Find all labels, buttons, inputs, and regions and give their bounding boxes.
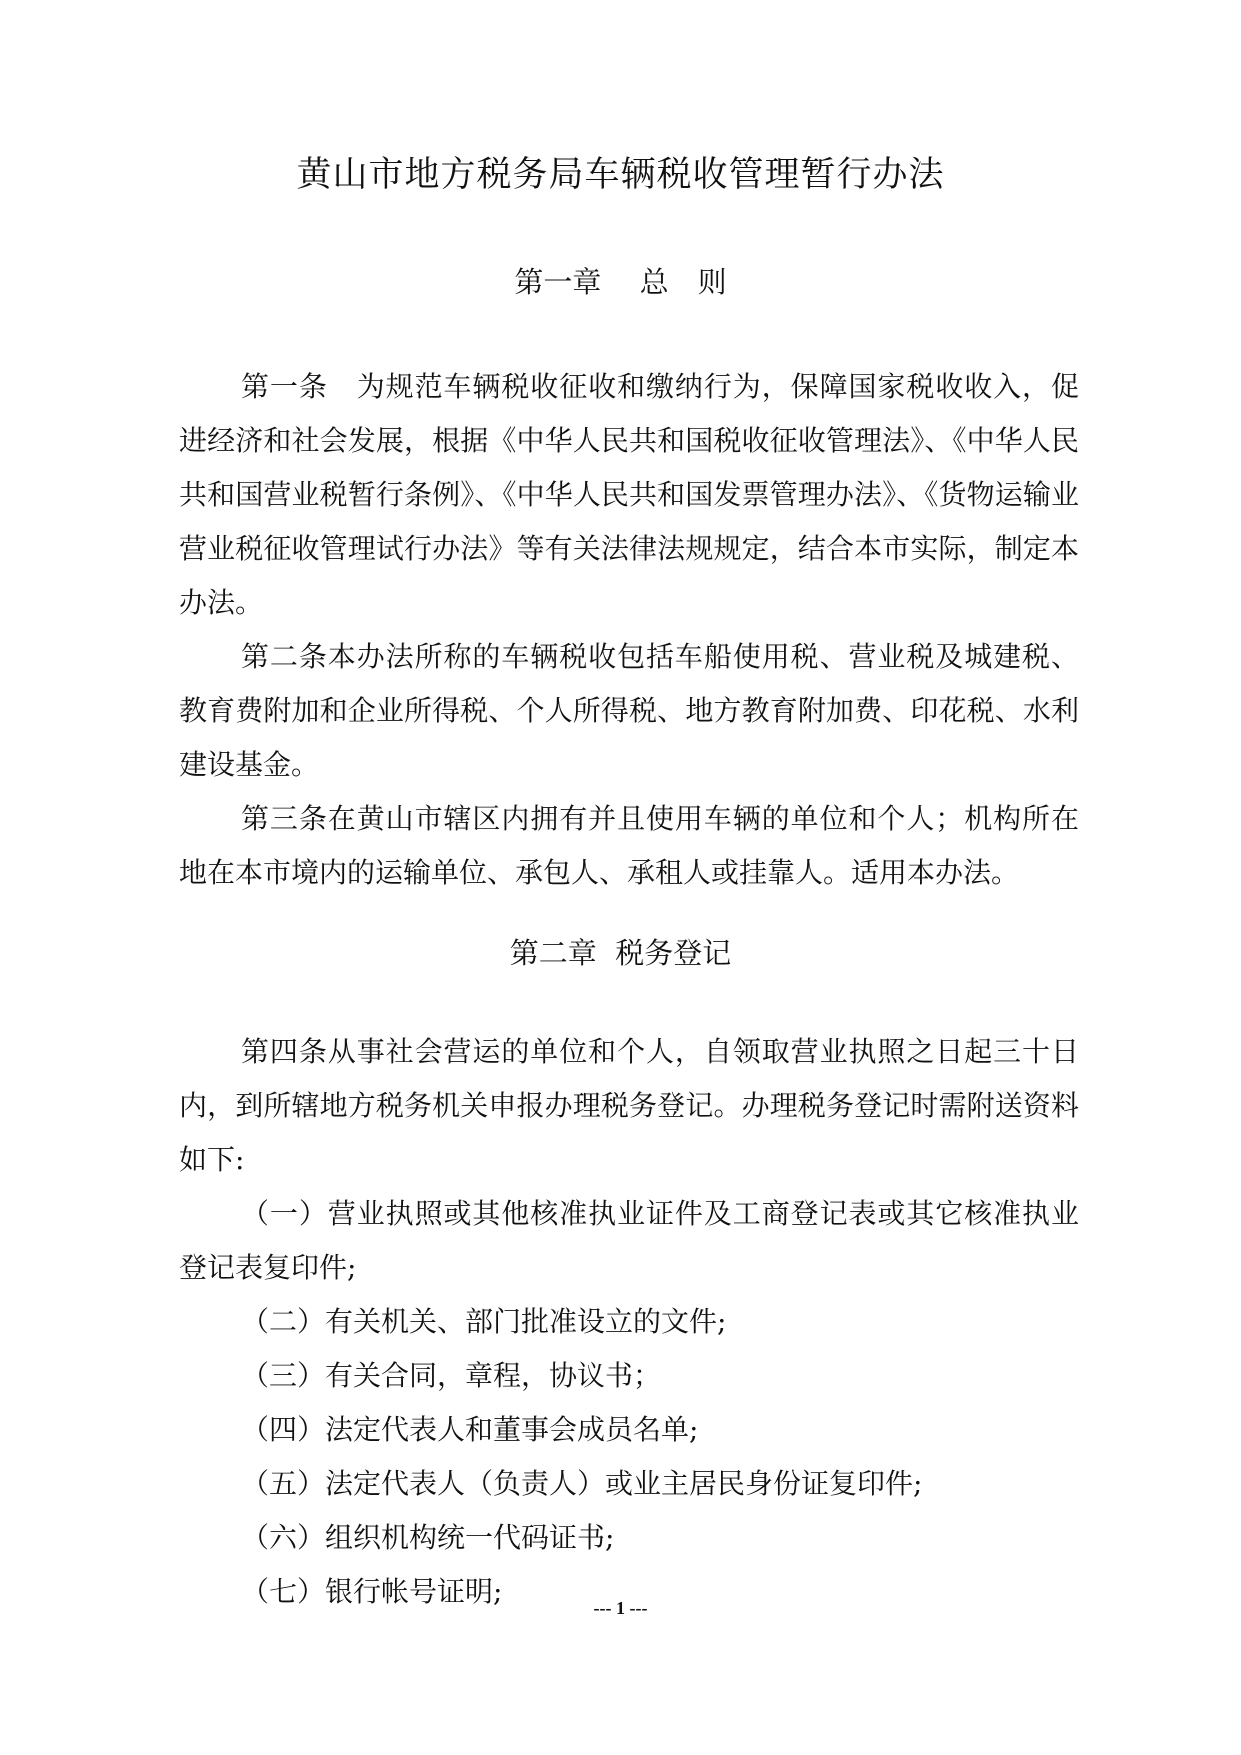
article-3: 第三条在黄山市辖区内拥有并且使用车辆的单位和个人；机构所在地在本市境内的运输单位、承包人、承租人或挂靠人。适用本办法。 [179, 802, 1079, 889]
list-item: （三）有关合同，章程，协议书； [241, 1359, 662, 1392]
list-item: （七）银行帐号证明; [241, 1575, 503, 1608]
list-item: （五）法定代表人（负责人）或业主居民身份证复印件; [241, 1467, 923, 1500]
chapter-1-body [179, 360, 1079, 900]
list-item: （二）有关机关、部门批准设立的文件; [241, 1305, 727, 1338]
page-number: --- 1 --- [593, 1598, 648, 1618]
list-item: （四）法定代表人和董事会成员名单; [241, 1413, 699, 1446]
document-title: 黄山市地方税务局车辆税收管理暂行办法 [296, 155, 945, 195]
list-item: （一）营业执照或其他核准执业证件及工商登记表或其它核准执业登记表复印件; [179, 1197, 1079, 1284]
list-item: （六）组织机构统一代码证书; [241, 1521, 615, 1554]
article-1: 第一条 为规范车辆税收征收和缴纳行为，保障国家税收收入，促进经济和社会发展，根据《中华人民共和国税收征收管理法》、《中华人民共和国营业税暂行条例》、《中华人民共和国发票管理办法》、《货物运输业营业税征收管理试行办法》等有关法律法规规定，结合本市实际，制定本办法。 [179, 370, 1079, 619]
chapter-heading-2: 第二章 税务登记 [509, 936, 732, 970]
chapter-heading-1: 第一章 总 则 [514, 265, 727, 299]
article-2: 第二条本办法所称的车辆税收包括车船使用税、营业税及城建税、教育费附加和企业所得税、个人所得税、地方教育附加费、印花税、水利建设基金。 [179, 640, 1079, 781]
article-4: 第四条从事社会营运的单位和个人，自领取营业执照之日起三十日内，到所辖地方税务机关申报办理税务登记。办理税务登记时需附送资料如下: [179, 1035, 1079, 1176]
chapter-2-body [179, 1025, 1079, 1619]
